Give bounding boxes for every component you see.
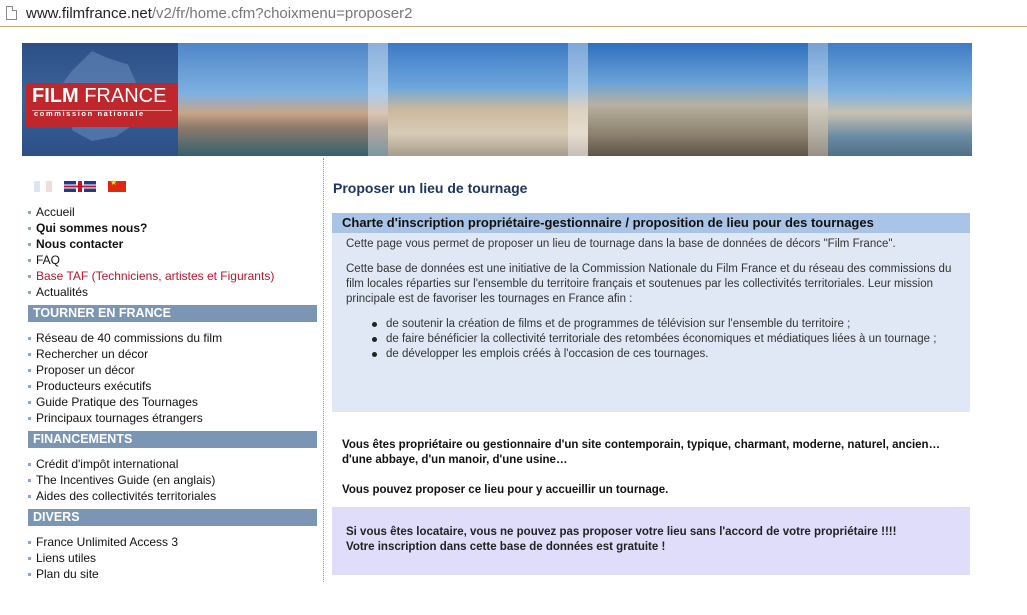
owner-line-2: d'une abbaye, d'un manoir, d'une usine… (342, 454, 568, 466)
charte-heading: Charte d'inscription propriétaire-gestionnaire / proposition de lieu pour des tournages (332, 213, 970, 233)
page-icon (6, 6, 17, 20)
banner-photo-colonnade (588, 43, 828, 156)
charte-intro: Cette page vous permet de proposer un lieu de tournage dans la base de données de décors "Film France". (346, 238, 896, 250)
nav-plan-du-site[interactable]: Plan du site (28, 566, 178, 582)
flag-cn-icon[interactable] (108, 181, 126, 192)
notice-line-2: Votre inscription dans cette base de données est gratuite ! (346, 541, 666, 553)
section-header-financements: FINANCEMENTS (28, 431, 317, 448)
url-host: www.filmfrance.net (26, 4, 152, 22)
film-france-logo[interactable] (26, 83, 178, 127)
nav-actualites[interactable]: Actualités (28, 284, 274, 300)
banner-fade (568, 43, 588, 156)
flag-fr-icon[interactable] (34, 181, 52, 192)
divers-nav (28, 534, 178, 582)
nav-producteurs-executifs[interactable]: Producteurs exécutifs (28, 378, 222, 394)
tenant-notice (332, 507, 970, 575)
list-item: de faire bénéficier la collectivité territoriale des retombées économiques et médiatiques liées à un tournage ; (386, 332, 956, 347)
banner-photo-square (388, 43, 588, 156)
language-flags (34, 181, 126, 193)
notice-line-1: Si vous êtes locataire, vous ne pouvez pas proposer votre lieu sans l'accord de votre propriétaire !!!! (346, 526, 897, 538)
nav-incentives-guide[interactable]: The Incentives Guide (en anglais) (28, 472, 216, 488)
logo-subtitle: commission nationale (34, 109, 145, 118)
section-header-tourner: TOURNER EN FRANCE (28, 305, 317, 322)
url-text[interactable] (26, 5, 412, 22)
nav-base-taf[interactable]: Base TAF (Techniciens, artistes et Figurants) (28, 268, 274, 284)
nav-faq[interactable]: FAQ (28, 252, 274, 268)
logo-title: FILM FRANCE (32, 85, 167, 107)
main-nav (28, 204, 274, 300)
nav-guide-pratique[interactable]: Guide Pratique des Tournages (28, 394, 222, 410)
nav-credit-impot[interactable]: Crédit d'impôt international (28, 456, 216, 472)
nav-accueil[interactable]: Accueil (28, 204, 274, 220)
charte-body (332, 233, 970, 362)
nav-reseau-commissions[interactable]: Réseau de 40 commissions du film (28, 330, 222, 346)
section-header-divers: DIVERS (28, 509, 317, 526)
nav-qui-sommes-nous[interactable]: Qui sommes nous? (28, 220, 274, 236)
financements-nav (28, 456, 216, 504)
charte-box (332, 213, 970, 412)
tourner-nav (28, 330, 222, 426)
owner-question (342, 438, 940, 468)
flag-uk-icon[interactable] (64, 181, 96, 192)
url-path: /v2/fr/home.cfm?choixmenu=proposer2 (151, 4, 413, 22)
charte-description: Cette base de données est une initiative de la Commission Nationale du Film France et du réseau des commissions du film locales réparties sur l'ensemble du territoire français et soutenues par les collectivités territoriales. Leur mission principale est de favoriser les tournages en France afin : (346, 263, 952, 305)
list-item: de développer les emplois créés à l'occasion de ces tournages. (386, 347, 956, 362)
nav-france-unlimited[interactable]: France Unlimited Access 3 (28, 534, 178, 550)
owner-line-1: Vous êtes propriétaire ou gestionnaire d'un site contemporain, typique, charmant, moderne, naturel, ancien… (342, 439, 941, 451)
charte-mission-list (386, 317, 956, 362)
banner-photo-palace (828, 43, 972, 156)
banner-fade (368, 43, 388, 156)
column-divider (323, 158, 324, 582)
propose-line: Vous pouvez proposer ce lieu pour y accueillir un tournage. (342, 484, 669, 496)
nav-liens-utiles[interactable]: Liens utiles (28, 550, 178, 566)
address-bar[interactable] (0, 0, 1027, 27)
nav-tournages-etrangers[interactable]: Principaux tournages étrangers (28, 410, 222, 426)
nav-rechercher-decor[interactable]: Rechercher un décor (28, 346, 222, 362)
nav-proposer-decor[interactable]: Proposer un décor (28, 362, 222, 378)
header-banner (22, 43, 972, 156)
nav-aides-collectivites[interactable]: Aides des collectivités territoriales (28, 488, 216, 504)
nav-nous-contacter[interactable]: Nous contacter (28, 236, 274, 252)
list-item: de soutenir la création de films et de programmes de télévision sur l'ensemble du territoire ; (386, 317, 956, 332)
page-title: Proposer un lieu de tournage (333, 180, 528, 196)
banner-fade (808, 43, 828, 156)
banner-photo-harbour (178, 43, 388, 156)
